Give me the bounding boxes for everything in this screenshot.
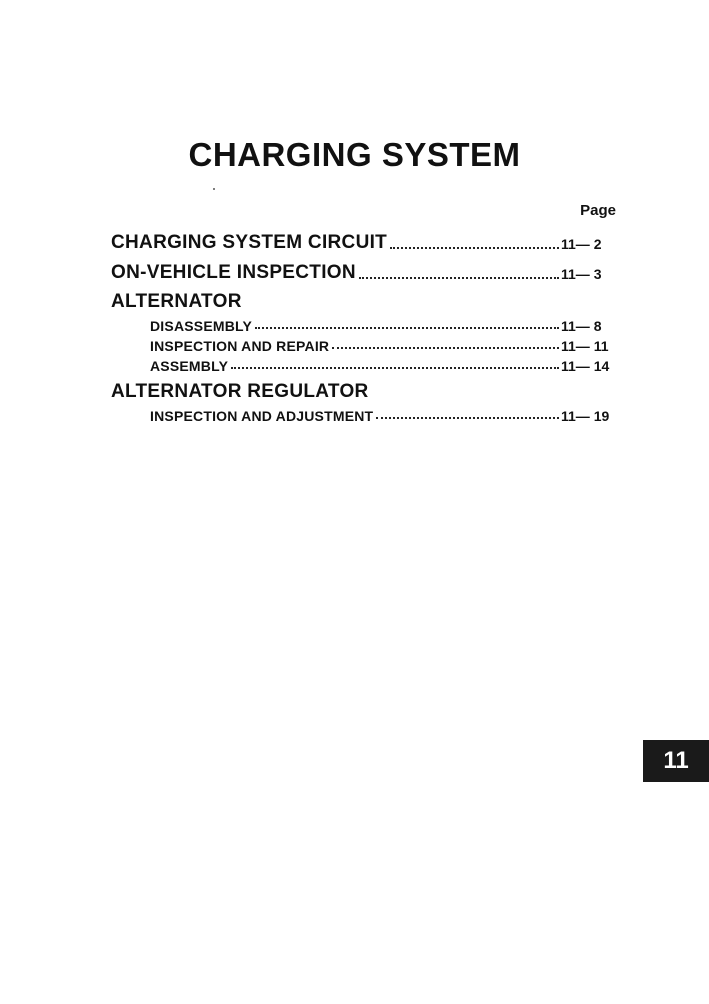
toc-group-alternator: ALTERNATOR	[111, 291, 242, 312]
toc-entry-page: 11— 2	[561, 236, 602, 252]
toc-subentry-label: DISASSEMBLY	[150, 318, 253, 334]
toc-subentry-page: 11— 8	[561, 318, 602, 334]
dot-leader	[376, 417, 559, 419]
dot-leader	[231, 367, 559, 369]
toc-subentry-label: ASSEMBLY	[150, 358, 229, 374]
toc-subentry-inspection-and-adjustment[interactable]	[111, 404, 615, 424]
toc-entry-label: CHARGING SYSTEM CIRCUIT	[111, 232, 388, 253]
table-of-contents	[111, 224, 615, 424]
toc-entry-on-vehicle-inspection[interactable]	[111, 254, 615, 284]
toc-subentry-disassembly[interactable]	[111, 314, 615, 334]
toc-subentry-label: INSPECTION AND REPAIR	[150, 338, 330, 354]
dot-leader	[359, 277, 559, 279]
dot-leader	[390, 247, 559, 249]
page-column-header: Page	[580, 202, 616, 219]
toc-subentry-label: INSPECTION AND ADJUSTMENT	[150, 408, 374, 424]
toc-subentry-page: 11— 19	[561, 408, 610, 424]
section-tab: 11	[643, 740, 709, 782]
scan-speck	[213, 188, 215, 190]
toc-entry-charging-system-circuit[interactable]	[111, 224, 615, 254]
toc-subentry-inspection-and-repair[interactable]	[111, 334, 615, 354]
toc-subentry-page: 11— 11	[561, 338, 609, 354]
toc-entry-page: 11— 3	[561, 266, 602, 282]
dot-leader	[255, 327, 559, 329]
page-title: CHARGING SYSTEM	[188, 136, 521, 173]
toc-entry-label: ON-VEHICLE INSPECTION	[111, 262, 356, 283]
toc-subentry-assembly[interactable]	[111, 354, 615, 374]
dot-leader	[332, 347, 559, 349]
toc-subentry-page: 11— 14	[561, 358, 610, 374]
toc-group-alternator-regulator: ALTERNATOR REGULATOR	[111, 381, 369, 402]
